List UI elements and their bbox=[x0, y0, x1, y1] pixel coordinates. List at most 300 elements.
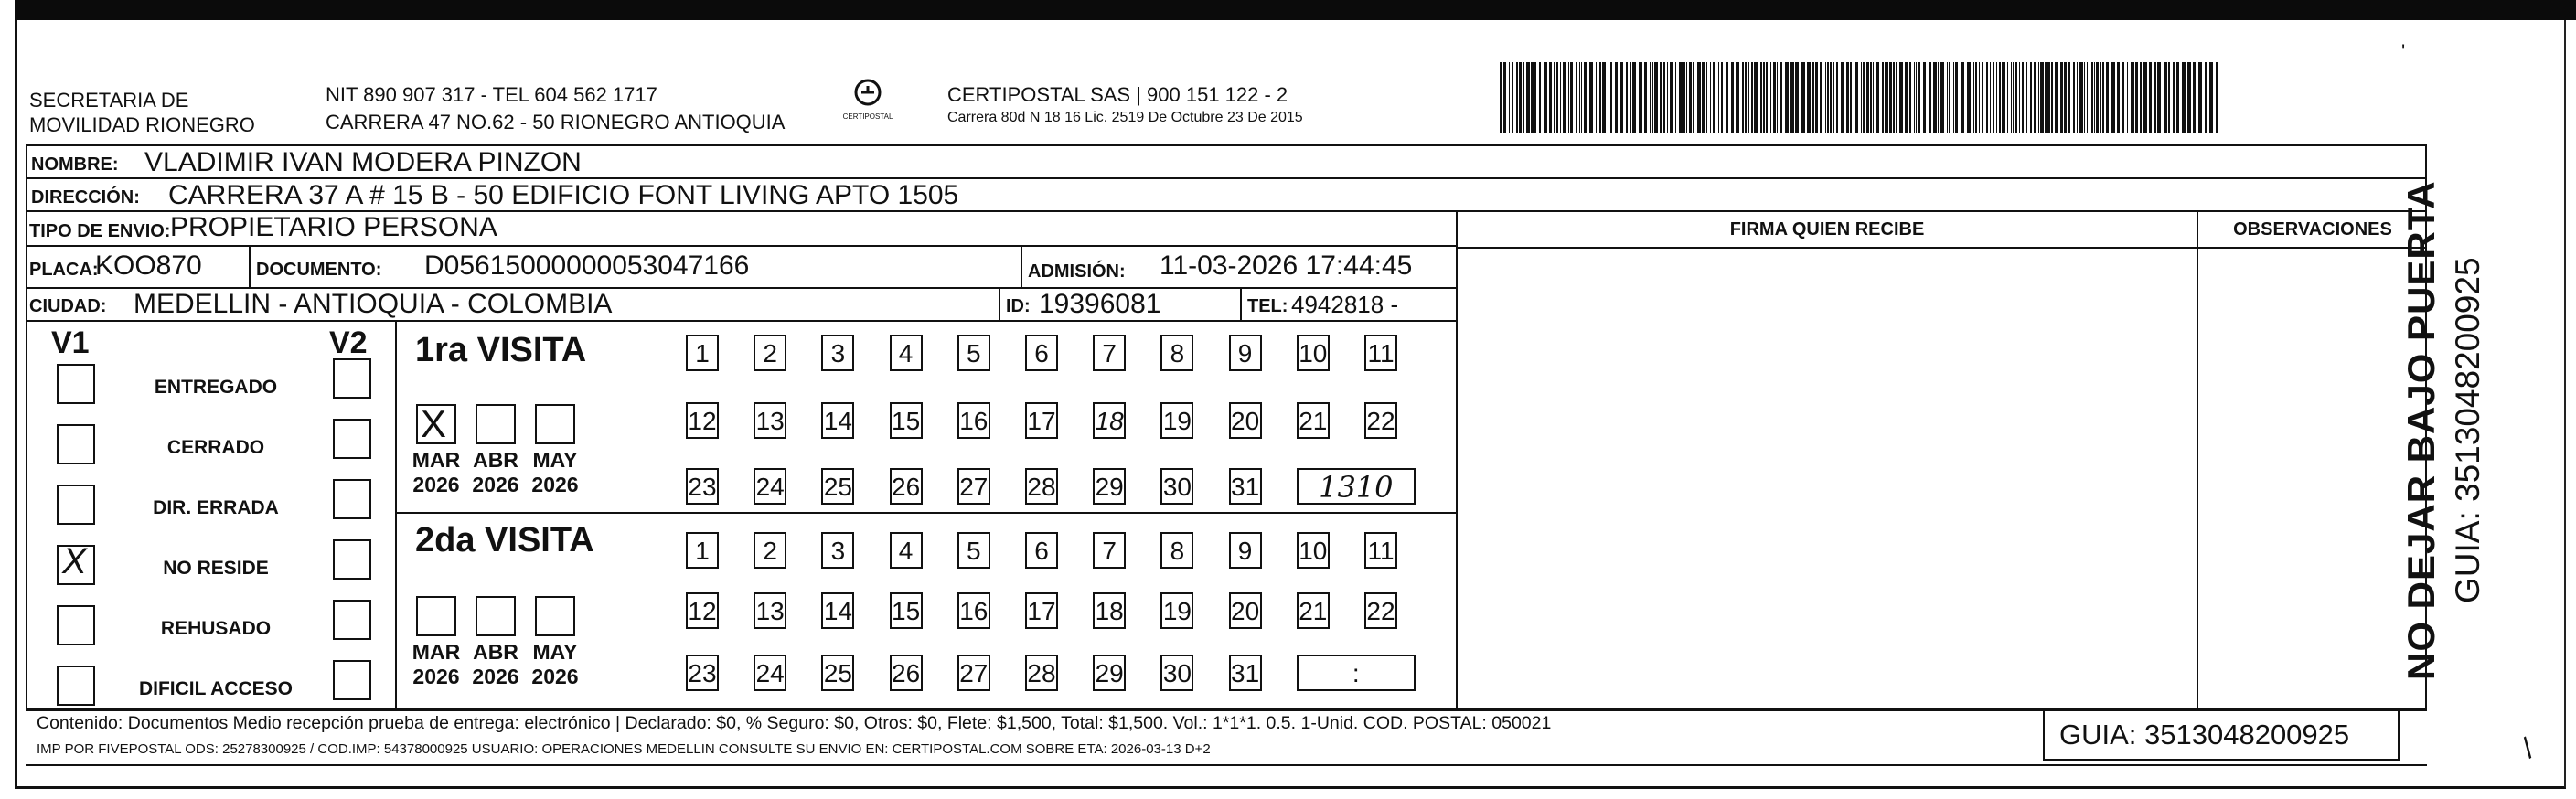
year-label: 2026 bbox=[472, 473, 519, 496]
day-box[interactable]: 18 bbox=[1093, 402, 1126, 439]
barcode-bar bbox=[1833, 62, 1834, 133]
day-box[interactable]: 26 bbox=[890, 468, 923, 505]
barcode-bar bbox=[1773, 62, 1776, 133]
day-box[interactable]: 8 bbox=[1160, 532, 1193, 569]
barcode-bar bbox=[1500, 62, 1502, 133]
day-box[interactable]: 16 bbox=[957, 402, 990, 439]
day-box[interactable]: 2 bbox=[754, 532, 786, 569]
barcode-bar bbox=[2002, 62, 2005, 133]
barcode-bar bbox=[1953, 62, 1954, 133]
barcode-bar bbox=[2102, 62, 2104, 133]
day-box[interactable]: 21 bbox=[1297, 592, 1330, 629]
barcode-bar bbox=[1751, 62, 1753, 133]
rule-1 bbox=[26, 245, 1456, 247]
barcode-bar bbox=[1639, 62, 1641, 133]
nit-line-1: NIT 890 907 317 - TEL 604 562 1717 bbox=[326, 83, 657, 106]
barcode-bar bbox=[1766, 62, 1768, 133]
barcode-bar bbox=[1975, 62, 1977, 133]
day-box[interactable]: 24 bbox=[754, 468, 786, 505]
barcode-bar bbox=[1539, 62, 1541, 133]
barcode-bar bbox=[1584, 62, 1587, 133]
barcode-bar bbox=[1850, 62, 1852, 133]
barcode-bar bbox=[2011, 62, 2012, 133]
day-box[interactable]: 12 bbox=[686, 592, 719, 629]
day-box[interactable]: 5 bbox=[957, 335, 990, 371]
day-box[interactable]: 30 bbox=[1160, 655, 1193, 691]
barcode-bar bbox=[2030, 62, 2032, 133]
day-box[interactable]: 29 bbox=[1093, 655, 1126, 691]
barcode-bar bbox=[1990, 62, 1991, 133]
barcode-bar bbox=[1760, 62, 1762, 133]
barcode-bar bbox=[1967, 62, 1971, 133]
visit-divider bbox=[395, 512, 1456, 514]
day-box[interactable]: 7 bbox=[1093, 335, 1126, 371]
v1-checkbox[interactable] bbox=[57, 605, 95, 645]
day-box[interactable]: 7 bbox=[1093, 532, 1126, 569]
barcode-bar bbox=[1909, 62, 1911, 133]
barcode-bar bbox=[1780, 62, 1782, 133]
ciudad-value: MEDELLIN - ANTIOQUIA - COLOMBIA bbox=[134, 289, 613, 319]
day-box[interactable]: 8 bbox=[1160, 335, 1193, 371]
top-edge-band bbox=[15, 0, 2576, 20]
barcode bbox=[1500, 62, 2222, 133]
footer-guia: GUIA: 3513048200925 bbox=[2059, 719, 2350, 751]
barcode-bar bbox=[2182, 62, 2186, 133]
footer-imp-line: IMP POR FIVEPOSTAL ODS: 25278300925 / COD.IMP: 54378000925 USUARIO: OPERACIONES MEDELLIN CONSULTE SU ENVIO EN: CERTIPOSTAL.COM SOBRE ETA: 2026-03-13 D+2 bbox=[37, 741, 1211, 757]
barcode-bar bbox=[2168, 62, 2170, 133]
certipostal-logo bbox=[836, 79, 900, 121]
check-mark: X bbox=[62, 541, 87, 581]
barcode-bar bbox=[1512, 62, 1513, 133]
barcode-bar bbox=[1736, 62, 1739, 133]
barcode-bar bbox=[2022, 62, 2024, 133]
tick-mark: ' bbox=[2401, 40, 2406, 63]
day-box[interactable]: 4 bbox=[890, 532, 923, 569]
barcode-bar bbox=[2077, 62, 2078, 133]
barcode-bar bbox=[1663, 62, 1665, 133]
nit-block bbox=[326, 82, 785, 134]
year-label: 2026 bbox=[531, 665, 579, 688]
day-box[interactable]: 6 bbox=[1025, 335, 1058, 371]
day-box[interactable]: 12 bbox=[686, 402, 719, 439]
sender-line-1: SECRETARIA DE bbox=[29, 89, 189, 112]
day-box[interactable]: 22 bbox=[1364, 402, 1397, 439]
barcode-bar bbox=[1519, 62, 1522, 133]
courier-block bbox=[947, 82, 1303, 126]
barcode-bar bbox=[1652, 62, 1653, 133]
barcode-bar bbox=[1675, 62, 1676, 133]
barcode-bar bbox=[1615, 62, 1618, 133]
barcode-bar bbox=[1876, 62, 1879, 133]
admision-value: 11-03-2026 17:44:45 bbox=[1160, 250, 1413, 281]
day-box[interactable]: 1 bbox=[686, 335, 719, 371]
month-label: MAY bbox=[532, 448, 578, 472]
logo-text: CERTIPOSTAL bbox=[842, 112, 893, 121]
day-box[interactable]: 20 bbox=[1229, 592, 1262, 629]
admision-label: ADMISIÓN: bbox=[1028, 261, 1126, 282]
day-box[interactable]: 31 bbox=[1229, 468, 1262, 505]
barcode-bar bbox=[2216, 62, 2218, 133]
barcode-bar bbox=[1855, 62, 1858, 133]
direccion-value: CARRERA 37 A # 15 B - 50 EDIFICIO FONT LIVING APTO 1505 bbox=[168, 180, 959, 210]
barcode-bar bbox=[1670, 62, 1673, 133]
footer-bottom-rule bbox=[26, 764, 2427, 766]
day-box[interactable]: 6 bbox=[1025, 532, 1058, 569]
placa-label: PLACA: bbox=[29, 260, 99, 280]
day-box[interactable]: 24 bbox=[754, 655, 786, 691]
barcode-bar bbox=[1914, 62, 1915, 133]
check-mark: X bbox=[421, 402, 447, 445]
barcode-bar bbox=[1667, 62, 1668, 133]
v2-checkbox[interactable] bbox=[333, 419, 371, 459]
barcode-bar bbox=[1815, 62, 1818, 133]
barcode-bar bbox=[1693, 62, 1694, 133]
day-box[interactable]: 4 bbox=[890, 335, 923, 371]
barcode-bar bbox=[1841, 62, 1844, 133]
barcode-bar bbox=[1632, 62, 1636, 133]
day-box[interactable]: 16 bbox=[957, 592, 990, 629]
barcode-bar bbox=[1882, 62, 1884, 133]
barcode-bar bbox=[1626, 62, 1628, 133]
barcode-bar bbox=[2149, 62, 2152, 133]
direccion-row bbox=[26, 177, 2427, 212]
barcode-bar bbox=[1706, 62, 1707, 133]
barcode-bar bbox=[2040, 62, 2044, 133]
barcode-bar bbox=[2135, 62, 2138, 133]
barcode-bar bbox=[2060, 62, 2063, 133]
barcode-bar bbox=[1940, 62, 1944, 133]
barcode-bar bbox=[1873, 62, 1874, 133]
day-box[interactable]: 27 bbox=[957, 468, 990, 505]
sender-line-2: MOVILIDAD RIONEGRO bbox=[29, 113, 255, 136]
barcode-bar bbox=[1896, 62, 1897, 133]
barcode-bar bbox=[1579, 62, 1580, 133]
day-box[interactable]: 10 bbox=[1297, 532, 1330, 569]
day-box[interactable]: 25 bbox=[821, 655, 854, 691]
v2-checkbox[interactable] bbox=[333, 539, 371, 580]
day-box[interactable]: 21 bbox=[1297, 402, 1330, 439]
barcode-bar bbox=[1982, 62, 1983, 133]
day-box[interactable]: 19 bbox=[1160, 402, 1193, 439]
admision-divider bbox=[1021, 245, 1022, 287]
month-caption bbox=[404, 448, 468, 497]
day-box[interactable]: 11 bbox=[1364, 532, 1397, 569]
barcode-bar bbox=[1509, 62, 1510, 133]
barcode-bar bbox=[1795, 62, 1799, 133]
barcode-bar bbox=[1620, 62, 1623, 133]
barcode-bar bbox=[1596, 62, 1597, 133]
month-checkbox[interactable] bbox=[416, 596, 456, 636]
month-checkbox[interactable] bbox=[535, 596, 575, 636]
day-box[interactable]: 28 bbox=[1025, 655, 1058, 691]
year-label: 2026 bbox=[531, 473, 579, 496]
barcode-bar bbox=[2094, 62, 2095, 133]
barcode-bar bbox=[2111, 62, 2115, 133]
day-box[interactable]: 30 bbox=[1160, 468, 1193, 505]
barcode-bar bbox=[1790, 62, 1794, 133]
barcode-bar bbox=[2122, 62, 2124, 133]
day-box[interactable]: 3 bbox=[821, 335, 854, 371]
month-caption bbox=[464, 640, 528, 689]
id-label: ID: bbox=[1006, 296, 1031, 316]
barcode-bar bbox=[1568, 62, 1569, 133]
barcode-bar bbox=[1825, 62, 1826, 133]
barcode-bar bbox=[2131, 62, 2134, 133]
barcode-bar bbox=[1563, 62, 1566, 133]
barcode-bar bbox=[1679, 62, 1683, 133]
barcode-bar bbox=[1544, 62, 1547, 133]
barcode-bar bbox=[1947, 62, 1948, 133]
side-warning: NO DEJAR BAJO PUERTA bbox=[2400, 180, 2442, 680]
barcode-bar bbox=[1820, 62, 1822, 133]
barcode-bar bbox=[1718, 62, 1719, 133]
barcode-bar bbox=[2117, 62, 2120, 133]
barcode-bar bbox=[1599, 62, 1601, 133]
barcode-bar bbox=[2084, 62, 2085, 133]
direccion-label: DIRECCIÓN: bbox=[31, 187, 140, 208]
month-caption bbox=[523, 640, 587, 689]
month-label: ABR bbox=[473, 640, 518, 664]
month-caption bbox=[523, 448, 587, 497]
year-label: 2026 bbox=[412, 665, 460, 688]
day-box[interactable]: 23 bbox=[686, 655, 719, 691]
v2-checkbox[interactable] bbox=[333, 660, 371, 700]
v1-checkbox[interactable] bbox=[57, 364, 95, 404]
tel-value: 4942818 - bbox=[1291, 291, 1399, 318]
v1-checkbox[interactable] bbox=[57, 485, 95, 525]
status-option-label: DIFICIL ACCESO bbox=[138, 678, 293, 699]
barcode-bar bbox=[1630, 62, 1631, 133]
barcode-bar bbox=[1899, 62, 1903, 133]
main-table bbox=[26, 210, 2427, 709]
barcode-bar bbox=[1526, 62, 1530, 133]
barcode-bar bbox=[1777, 62, 1778, 133]
barcode-bar bbox=[2087, 62, 2088, 133]
barcode-bar bbox=[1812, 62, 1814, 133]
day-box[interactable]: 29 bbox=[1093, 468, 1126, 505]
day-box[interactable]: 15 bbox=[890, 592, 923, 629]
barcode-bar bbox=[1754, 62, 1758, 133]
day-box[interactable]: 1 bbox=[686, 532, 719, 569]
v1-checkbox[interactable] bbox=[57, 666, 95, 706]
barcode-bar bbox=[1602, 62, 1606, 133]
second-visit-label: 2da VISITA bbox=[415, 521, 594, 559]
courier-line-2: Carrera 80d N 18 16 Lic. 2519 De Octubre 23 De 2015 bbox=[947, 110, 1303, 125]
barcode-bar bbox=[1836, 62, 1838, 133]
day-box[interactable]: 14 bbox=[821, 402, 854, 439]
month-checkbox[interactable] bbox=[535, 404, 575, 444]
day-box[interactable]: 9 bbox=[1229, 335, 1262, 371]
barcode-bar bbox=[1516, 62, 1518, 133]
barcode-bar bbox=[2013, 62, 2014, 133]
v1-label: V1 bbox=[51, 325, 90, 360]
day-box[interactable]: 3 bbox=[821, 532, 854, 569]
barcode-bar bbox=[1686, 62, 1687, 133]
barcode-bar bbox=[1999, 62, 2001, 133]
year-label: 2026 bbox=[412, 473, 460, 496]
time-box[interactable]: 1310 bbox=[1297, 468, 1416, 505]
barcode-bar bbox=[1660, 62, 1662, 133]
logo-icon bbox=[850, 79, 886, 110]
firma-header: FIRMA QUIEN RECIBE bbox=[1729, 219, 1925, 240]
year-label: 2026 bbox=[472, 665, 519, 688]
barcode-bar bbox=[1916, 62, 1917, 133]
barcode-bar bbox=[1641, 62, 1642, 133]
barcode-bar bbox=[1534, 62, 1536, 133]
footer-content-line: Contenido: Documentos Medio recepción prueba de entrega: electrónico | Declarado: $0, % Seguro: $0, Otros: $0, Flete: $1,500, Total: $1,500. Vol.: 1*1*1. 0.5. 1-Unid. COD. POSTAL: 050021 bbox=[37, 713, 1552, 733]
status-option-label: REHUSADO bbox=[160, 618, 272, 639]
status-option-label: ENTREGADO bbox=[154, 377, 278, 398]
placa-divider bbox=[249, 245, 251, 287]
barcode-bar bbox=[1955, 62, 1958, 133]
day-box[interactable]: 31 bbox=[1229, 655, 1262, 691]
barcode-bar bbox=[1581, 62, 1582, 133]
barcode-bar bbox=[1726, 62, 1728, 133]
barcode-bar bbox=[2026, 62, 2027, 133]
tipo-value: PROPIETARIO PERSONA bbox=[170, 212, 497, 242]
barcode-bar bbox=[1923, 62, 1926, 133]
nombre-label: NOMBRE: bbox=[31, 154, 119, 175]
barcode-bar bbox=[2205, 62, 2207, 133]
barcode-bar bbox=[1683, 62, 1685, 133]
barcode-bar bbox=[2015, 62, 2017, 133]
barcode-bar bbox=[1702, 62, 1705, 133]
barcode-bar bbox=[2055, 62, 2058, 133]
barcode-bar bbox=[2106, 62, 2109, 133]
barcode-bar bbox=[2034, 62, 2036, 133]
barcode-bar bbox=[1731, 62, 1734, 133]
barcode-bar bbox=[2127, 62, 2128, 133]
barcode-bar bbox=[1770, 62, 1771, 133]
barcode-bar bbox=[1745, 62, 1747, 133]
barcode-bar bbox=[2173, 62, 2175, 133]
id-value: 19396081 bbox=[1039, 289, 1161, 319]
barcode-bar bbox=[1576, 62, 1577, 133]
barcode-bar bbox=[2209, 62, 2213, 133]
barcode-bar bbox=[1893, 62, 1895, 133]
month-caption bbox=[404, 640, 468, 689]
barcode-bar bbox=[2143, 62, 2147, 133]
v1-checkbox[interactable] bbox=[57, 424, 95, 464]
barcode-bar bbox=[1531, 62, 1534, 133]
day-box[interactable]: 13 bbox=[754, 592, 786, 629]
barcode-bar bbox=[2096, 62, 2099, 133]
day-box[interactable]: 17 bbox=[1025, 402, 1058, 439]
documento-value: D05615000000053047166 bbox=[424, 250, 750, 281]
barcode-bar bbox=[2193, 62, 2196, 133]
day-box[interactable]: 5 bbox=[957, 532, 990, 569]
barcode-bar bbox=[1979, 62, 1980, 133]
day-box[interactable]: 11 bbox=[1364, 335, 1397, 371]
v1-checkbox[interactable] bbox=[57, 541, 95, 585]
col-divider-firma bbox=[1456, 210, 1458, 709]
status-divider bbox=[395, 320, 397, 709]
day-box[interactable]: 15 bbox=[890, 402, 923, 439]
side-guia: GUIA: 3513048200925 bbox=[2449, 257, 2486, 603]
barcode-bar bbox=[2047, 62, 2050, 133]
month-checkbox[interactable] bbox=[476, 404, 516, 444]
month-label: ABR bbox=[473, 448, 518, 472]
barcode-bar bbox=[1763, 62, 1765, 133]
nombre-value: VLADIMIR IVAN MODERA PINZON bbox=[144, 147, 582, 177]
barcode-bar bbox=[1846, 62, 1849, 133]
barcode-bar bbox=[2068, 62, 2070, 133]
courier-line-1: CERTIPOSTAL SAS | 900 151 122 - 2 bbox=[947, 83, 1288, 106]
barcode-bar bbox=[2007, 62, 2008, 133]
barcode-bar bbox=[2073, 62, 2075, 133]
barcode-bar bbox=[1523, 62, 1524, 133]
day-box[interactable]: 2 bbox=[754, 335, 786, 371]
day-box[interactable]: 9 bbox=[1229, 532, 1262, 569]
day-box[interactable]: 23 bbox=[686, 468, 719, 505]
day-box[interactable]: 22 bbox=[1364, 592, 1397, 629]
tel-label: TEL: bbox=[1247, 296, 1288, 316]
barcode-bar bbox=[1570, 62, 1573, 133]
month-checkbox[interactable] bbox=[416, 404, 456, 444]
day-box[interactable]: 26 bbox=[890, 655, 923, 691]
barcode-bar bbox=[2045, 62, 2047, 133]
day-box[interactable]: 14 bbox=[821, 592, 854, 629]
barcode-bar bbox=[1650, 62, 1651, 133]
barcode-bar bbox=[1827, 62, 1829, 133]
day-box[interactable]: 28 bbox=[1025, 468, 1058, 505]
barcode-bar bbox=[1556, 62, 1558, 133]
barcode-bar bbox=[1710, 62, 1711, 133]
day-box[interactable]: 13 bbox=[754, 402, 786, 439]
col-divider-obs bbox=[2197, 210, 2198, 709]
barcode-bar bbox=[1554, 62, 1555, 133]
barcode-bar bbox=[1560, 62, 1561, 133]
tel-divider bbox=[1240, 287, 1242, 320]
barcode-bar bbox=[2176, 62, 2179, 133]
barcode-bar bbox=[1929, 62, 1931, 133]
barcode-bar bbox=[1866, 62, 1869, 133]
day-box[interactable]: 18 bbox=[1093, 592, 1126, 629]
placa-value: KOO870 bbox=[95, 250, 202, 281]
barcode-bar bbox=[2164, 62, 2167, 133]
barcode-bar bbox=[1938, 62, 1939, 133]
month-checkbox[interactable] bbox=[476, 596, 516, 636]
barcode-bar bbox=[1993, 62, 1994, 133]
barcode-bar bbox=[2187, 62, 2191, 133]
barcode-bar bbox=[1713, 62, 1715, 133]
barcode-bar bbox=[1961, 62, 1964, 133]
day-box[interactable]: 19 bbox=[1160, 592, 1193, 629]
barcode-bar bbox=[1863, 62, 1865, 133]
day-box[interactable]: 25 bbox=[821, 468, 854, 505]
day-box[interactable]: 27 bbox=[957, 655, 990, 691]
rule-3 bbox=[26, 320, 1456, 322]
barcode-bar bbox=[1549, 62, 1552, 133]
day-box[interactable]: 10 bbox=[1297, 335, 1330, 371]
barcode-bar bbox=[1785, 62, 1789, 133]
barcode-bar bbox=[2019, 62, 2020, 133]
day-box[interactable]: 20 bbox=[1229, 402, 1262, 439]
v2-checkbox[interactable] bbox=[333, 600, 371, 640]
barcode-bar bbox=[2157, 62, 2161, 133]
barcode-bar bbox=[1748, 62, 1749, 133]
time-box[interactable]: : bbox=[1297, 655, 1416, 691]
v2-label: V2 bbox=[329, 325, 368, 360]
barcode-bar bbox=[1742, 62, 1744, 133]
barcode-bar bbox=[1610, 62, 1612, 133]
day-box[interactable]: 17 bbox=[1025, 592, 1058, 629]
v2-checkbox[interactable] bbox=[333, 358, 371, 399]
nit-line-2: CARRERA 47 NO.62 - 50 RIONEGRO ANTIOQUIA bbox=[326, 111, 786, 133]
v2-checkbox[interactable] bbox=[333, 479, 371, 519]
status-option-label: DIR. ERRADA bbox=[153, 497, 279, 518]
barcode-bar bbox=[1861, 62, 1862, 133]
